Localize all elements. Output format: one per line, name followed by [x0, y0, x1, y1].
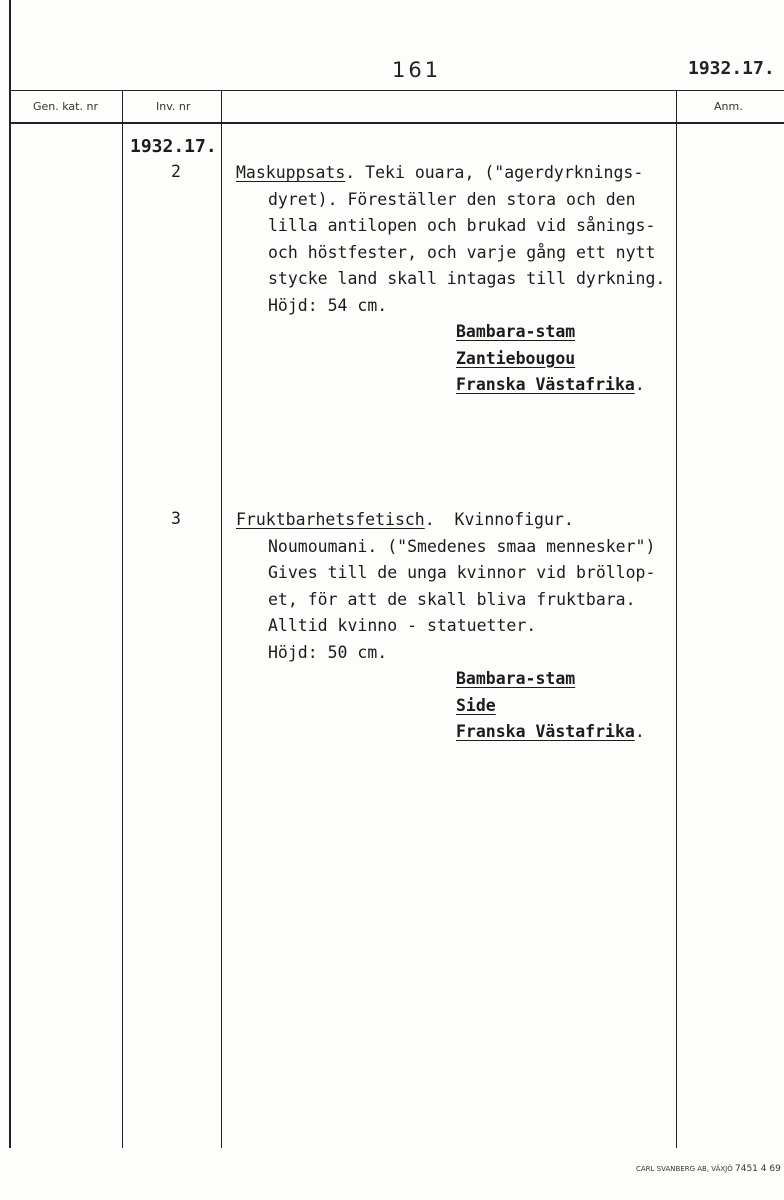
form-code: 7451 4 69 [735, 1164, 781, 1174]
entry-text-line: Gives till de unga kvinnor vid bröllop- [268, 563, 656, 582]
printer-imprint [636, 1164, 781, 1174]
entry-text-line: Noumoumani. ("Smedenes smaa mennesker") [268, 536, 656, 556]
entry-height: Höjd: 50 cm. [268, 642, 388, 662]
entry-title: Maskuppsats [236, 163, 346, 182]
entry-text-line: lilla antilopen och brukad vid sånings- [268, 216, 656, 235]
header-bottom-rule [9, 122, 784, 124]
provenance-line [236, 666, 686, 693]
page-number: 161 [392, 58, 442, 82]
column-header-inv: Inv. nr [156, 100, 191, 113]
catalog-entry [236, 507, 686, 746]
gen-kat-column-rule [122, 90, 123, 1148]
provenance-line [236, 372, 686, 399]
catalog-entry [236, 160, 686, 399]
header-top-rule [9, 90, 784, 91]
entry-text-line: dyret). Föreställer den stora och den [268, 189, 636, 209]
column-header-anm: Anm. [714, 100, 743, 113]
inventory-number: 2 [171, 162, 181, 181]
provenance-line [236, 346, 686, 373]
entry-text-line: . Teki ouara, ("agerdyrknings- [345, 163, 644, 182]
entry-text-line: stycke land skall intagas till dyrkning. [268, 269, 666, 288]
entry-first-line [236, 507, 686, 534]
entry-title-rest: . Kvinnofigur. [424, 510, 574, 529]
provenance-region: Franska Västafrika [456, 375, 635, 394]
provenance-line [236, 693, 686, 720]
provenance-region: Franska Västafrika [456, 722, 635, 741]
provenance-period: . [634, 722, 645, 741]
provenance-line [236, 319, 686, 346]
provenance-period: . [634, 375, 645, 394]
printer-name: CARL SVANBERG AB, VÄXJÖ [636, 1165, 733, 1173]
entry-title: Fruktbarhetsfetisch [236, 510, 425, 529]
entry-text-line: et, för att de skall bliva fruktbara. [268, 589, 636, 609]
provenance-place: Zantiebougou [456, 348, 576, 368]
provenance-place: Side [456, 695, 496, 715]
column-header-gen-kat: Gen. kat. nr [33, 100, 98, 113]
provenance-line [236, 719, 686, 746]
entry-first-line [236, 160, 686, 187]
provenance-tribe: Bambara-stam [456, 322, 576, 341]
catalog-number: 1932.17. [130, 136, 217, 157]
left-margin-rule [9, 0, 11, 1148]
provenance-tribe: Bambara-stam [456, 669, 576, 688]
inv-column-rule [221, 90, 222, 1148]
entry-text-line: Alltid kvinno - statuetter. [268, 616, 537, 635]
inventory-number: 3 [171, 509, 181, 528]
entry-text-line: och höstfester, och varje gång ett nytt [268, 242, 656, 262]
header-catalog-number: 1932.17. [688, 58, 775, 79]
entry-height: Höjd: 54 cm. [268, 295, 388, 315]
